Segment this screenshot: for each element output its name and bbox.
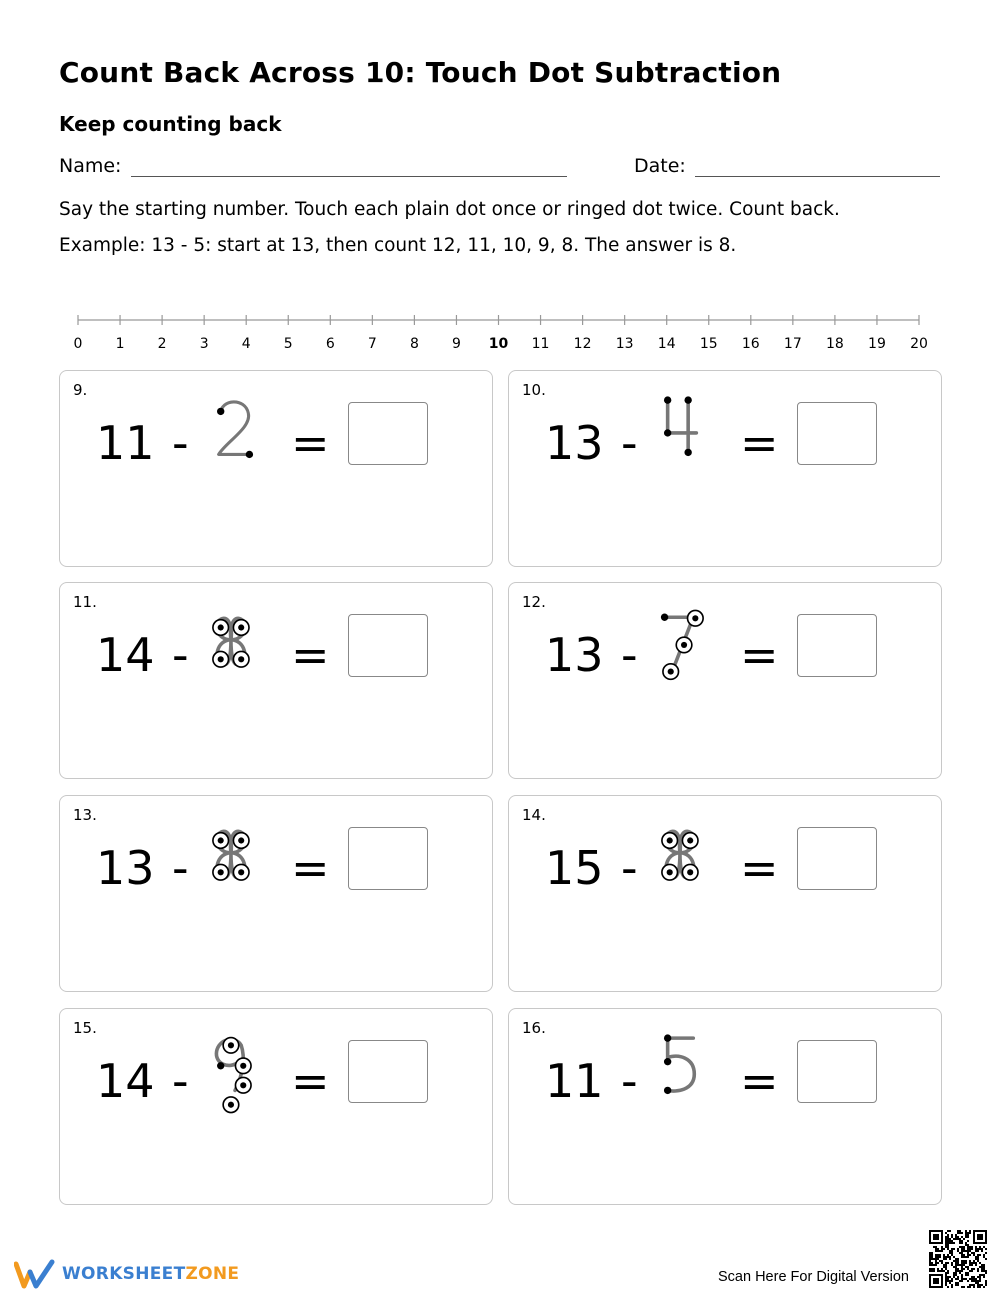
problem-card (508, 582, 942, 779)
number-line-label: 13 (615, 336, 634, 352)
equals-sign: = (291, 841, 330, 895)
minus-sign: - (621, 1054, 638, 1108)
scan-caption: Scan Here For Digital Version (718, 1269, 909, 1285)
name-field[interactable] (131, 176, 567, 177)
date-field[interactable] (695, 176, 940, 177)
equals-sign: = (740, 1054, 779, 1108)
answer-box[interactable] (348, 1040, 428, 1103)
problem-number: 9. (73, 381, 88, 399)
problem-number: 13. (73, 806, 97, 824)
minus-sign: - (621, 841, 638, 895)
problem-card (508, 1008, 942, 1205)
number-line-label: 11 (531, 336, 550, 352)
number-line-label: 4 (241, 336, 251, 352)
minuend: 13 (96, 841, 155, 895)
minuend: 14 (96, 1054, 155, 1108)
number-line-label: 14 (657, 336, 676, 352)
equals-sign: = (740, 841, 779, 895)
answer-box[interactable] (348, 614, 428, 677)
equals-sign: = (740, 628, 779, 682)
touch-dot-digit-7 (659, 607, 705, 689)
equals-sign: = (740, 416, 779, 470)
number-line-label: 19 (868, 336, 886, 352)
answer-box[interactable] (797, 402, 877, 465)
number-line (0, 300, 1000, 360)
minuend: 11 (96, 416, 155, 470)
answer-box[interactable] (797, 1040, 877, 1103)
minus-sign: - (172, 1054, 189, 1108)
name-label: Name: (59, 155, 122, 177)
worksheet-subtitle: Keep counting back (59, 112, 282, 136)
number-line-label: 18 (825, 336, 844, 352)
number-line-label: 8 (409, 336, 419, 352)
brand-name-part2: ZONE (185, 1264, 240, 1284)
equals-sign: = (291, 1054, 330, 1108)
instructions-text: Say the starting number. Touch each plain dot once or ringed dot twice. Count back. (59, 199, 840, 220)
number-line-label: 20 (910, 336, 928, 352)
brand-name-part1: WORKSHEET (62, 1264, 186, 1284)
worksheetzone-logo-icon (14, 1258, 56, 1290)
problem-card (59, 582, 493, 779)
minus-sign: - (621, 416, 638, 470)
minus-sign: - (172, 628, 189, 682)
answer-box[interactable] (797, 614, 877, 677)
equals-sign: = (291, 628, 330, 682)
problem-number: 15. (73, 1019, 97, 1037)
minuend: 13 (545, 416, 604, 470)
date-label: Date: (634, 155, 686, 177)
minus-sign: - (172, 841, 189, 895)
number-line-label: 9 (451, 336, 461, 352)
touch-dot-digit-4 (659, 395, 705, 477)
problem-card (508, 795, 942, 992)
problem-card (59, 370, 493, 567)
answer-box[interactable] (348, 402, 428, 465)
problem-card (59, 1008, 493, 1205)
touch-dot-digit-2 (210, 395, 256, 477)
number-line-label: 16 (741, 336, 760, 352)
minuend: 14 (96, 628, 155, 682)
problem-card (59, 795, 493, 992)
worksheet-title: Count Back Across 10: Touch Dot Subtraction (59, 56, 782, 89)
problem-number: 16. (522, 1019, 546, 1037)
number-line-label: 2 (157, 336, 167, 352)
minus-sign: - (621, 628, 638, 682)
touch-dot-digit-8 (210, 607, 256, 689)
number-line-label: 1 (115, 336, 125, 352)
touch-dot-digit-8 (659, 820, 705, 902)
touch-dot-digit-8 (210, 820, 256, 902)
qr-code-icon[interactable] (929, 1230, 987, 1288)
number-line-label: 17 (783, 336, 802, 352)
minus-sign: - (172, 416, 189, 470)
problem-number: 10. (522, 381, 546, 399)
equals-sign: = (291, 416, 330, 470)
number-line-label: 7 (367, 336, 377, 352)
number-line-label: 15 (699, 336, 718, 352)
touch-dot-digit-9 (210, 1033, 256, 1115)
minuend: 11 (545, 1054, 604, 1108)
answer-box[interactable] (348, 827, 428, 890)
answer-box[interactable] (797, 827, 877, 890)
number-line-label: 0 (73, 336, 83, 352)
problem-number: 12. (522, 593, 546, 611)
problem-number: 14. (522, 806, 546, 824)
number-line-label: 12 (573, 336, 592, 352)
minuend: 13 (545, 628, 604, 682)
number-line-label: 10 (488, 336, 509, 352)
number-line-label: 3 (199, 336, 209, 352)
minuend: 15 (545, 841, 604, 895)
number-line-label: 6 (325, 336, 335, 352)
number-line-label: 5 (283, 336, 293, 352)
problem-number: 11. (73, 593, 97, 611)
example-text: Example: 13 - 5: start at 13, then count 12, 11, 10, 9, 8. The answer is 8. (59, 235, 737, 256)
touch-dot-digit-5 (659, 1033, 705, 1115)
brand-name (62, 1264, 239, 1284)
problem-card (508, 370, 942, 567)
